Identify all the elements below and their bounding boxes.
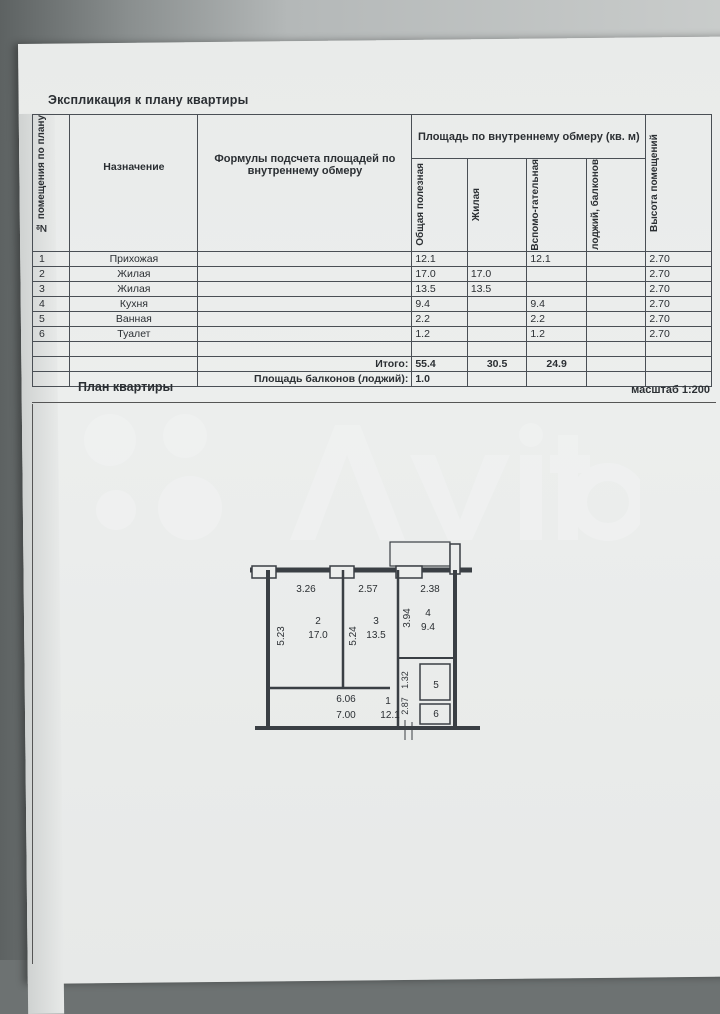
header-area-group: Площадь по внутреннему обмеру (кв. м) xyxy=(412,115,646,159)
table-row-totals: Итого: 55.4 30.5 24.9 xyxy=(33,356,712,371)
header-room-no: № помещения по плану xyxy=(33,115,70,252)
room2-area: 17.0 xyxy=(308,630,328,641)
header-height: Высота помещений xyxy=(646,115,712,252)
room4-area: 9.4 xyxy=(421,622,435,633)
dim-room6-height: 2.87 xyxy=(400,697,410,715)
header-living: Жилая xyxy=(467,159,527,252)
room1-number: 1 xyxy=(385,696,391,707)
dim-room5-height: 1.32 xyxy=(400,671,410,689)
dim-room4-width: 2.38 xyxy=(420,584,440,595)
header-formulas: Формулы подсчета площадей по внутреннему обмеру xyxy=(198,115,412,252)
table-row: 1 Прихожая 12.1 12.1 2.70 xyxy=(33,251,712,266)
dim-room2-height: 5.23 xyxy=(276,626,287,646)
table-row: 4 Кухня 9.4 9.4 2.70 xyxy=(33,296,712,311)
table-row-balcony: Площадь балконов (лоджий): 1.0 xyxy=(33,371,712,386)
table-row: 2 Жилая 17.0 17.0 2.70 xyxy=(33,266,712,281)
table-row: 3 Жилая 13.5 13.5 2.70 xyxy=(33,281,712,296)
plan-scale: масштаб 1:200 xyxy=(631,384,710,396)
dim-room4-height: 3.94 xyxy=(402,608,413,628)
header-balconies: лоджий, балконов xyxy=(586,159,646,252)
dim-room3-height: 5.24 xyxy=(348,626,359,646)
room5-number: 5 xyxy=(433,680,439,691)
header-total-useful: Общая полезная xyxy=(412,159,467,252)
room1-area: 12.1 xyxy=(380,710,400,721)
room3-area: 13.5 xyxy=(366,630,386,641)
plan-title: План квартиры xyxy=(78,380,174,394)
dim-room3-width: 2.57 xyxy=(358,584,378,595)
header-purpose: Назначение xyxy=(70,115,198,252)
table-row: 6 Туалет 1.2 1.2 2.70 xyxy=(33,326,712,341)
table-row: 5 Ванная 2.2 2.2 2.70 xyxy=(33,311,712,326)
header-auxiliary: Вспомо-гательная xyxy=(527,159,587,252)
room6-number: 6 xyxy=(433,709,439,720)
dim-hall-width: 6.06 xyxy=(336,694,356,705)
room3-number: 3 xyxy=(373,616,379,627)
explication-title: Экспликация к плану квартиры xyxy=(48,93,249,107)
room4-number: 4 xyxy=(425,608,431,619)
dim-room2-width: 3.26 xyxy=(296,584,316,595)
dim-total-width: 7.00 xyxy=(336,710,356,721)
room2-number: 2 xyxy=(315,616,321,627)
